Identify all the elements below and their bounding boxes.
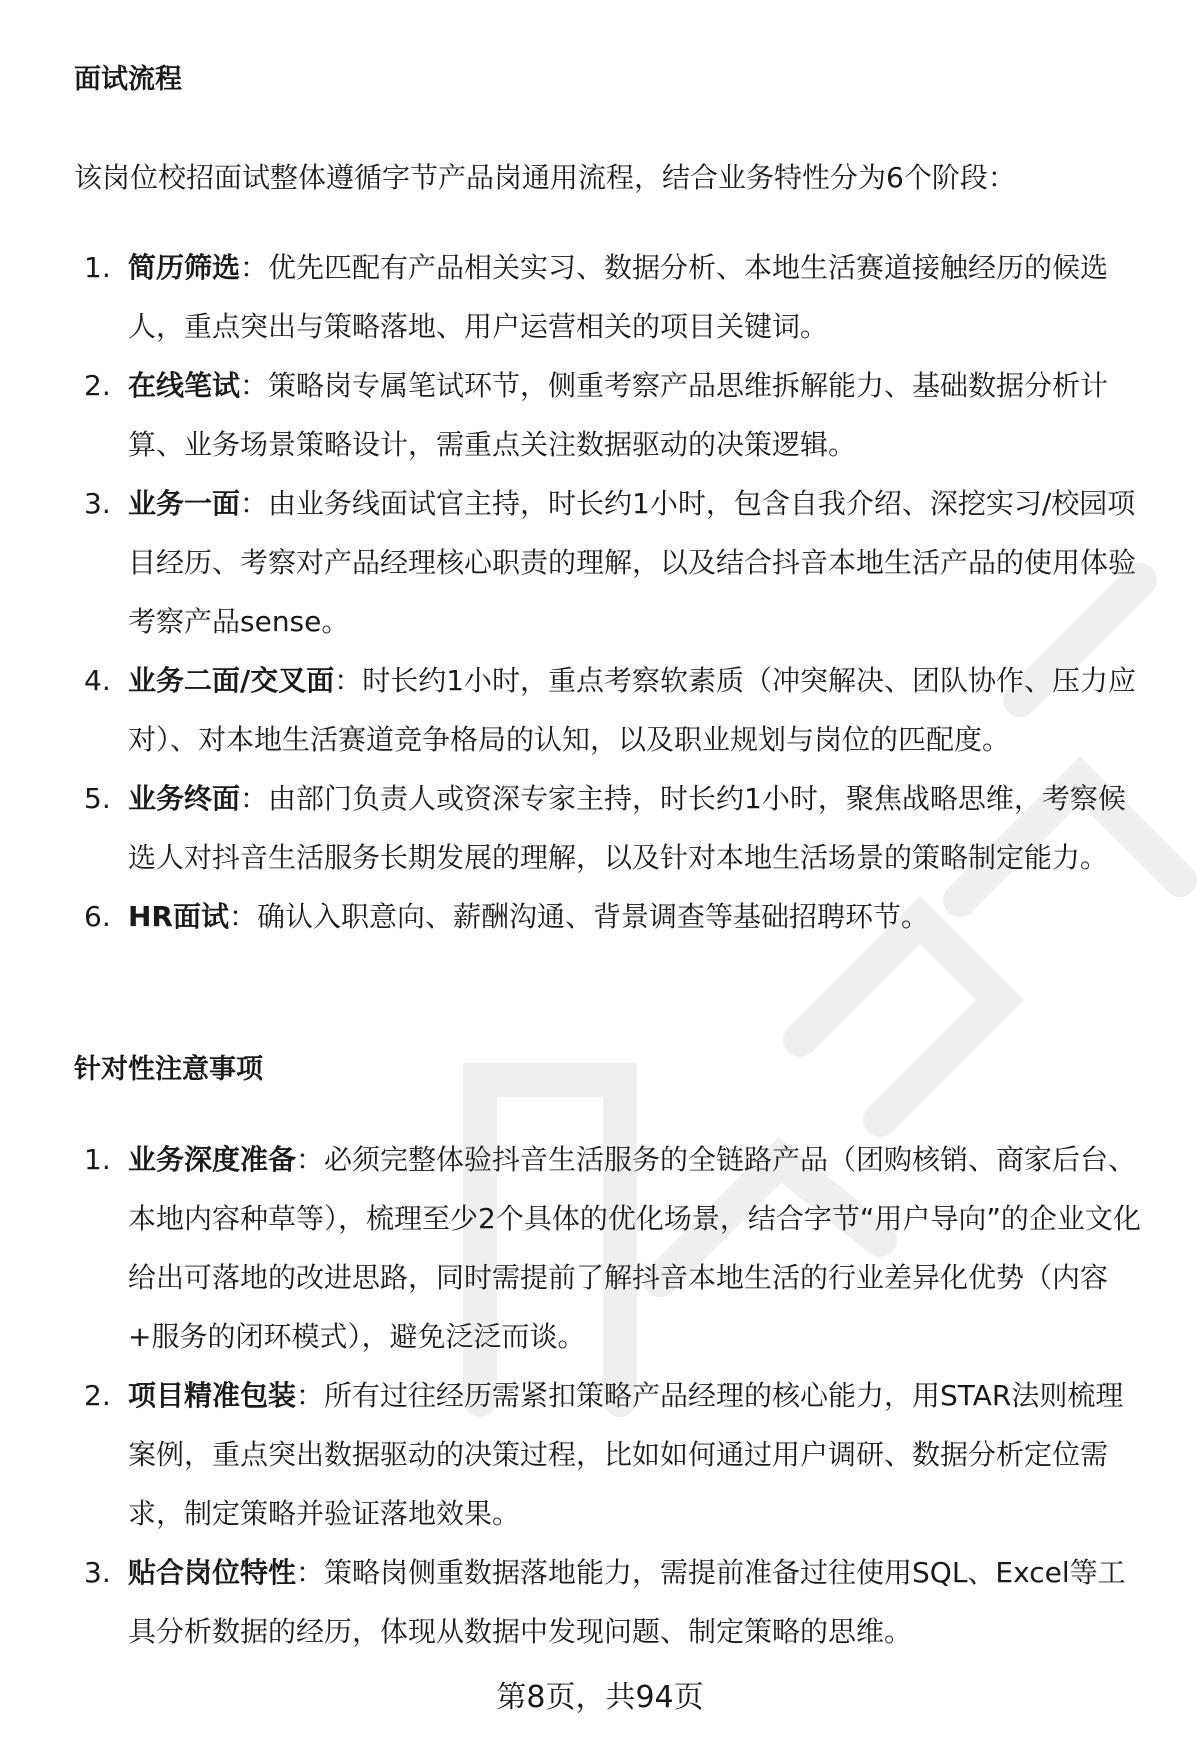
item-label: 业务深度准备 — [128, 1143, 297, 1176]
list-item — [0, 887, 1144, 946]
list-item — [0, 651, 1144, 769]
list-item — [0, 1543, 1144, 1661]
list-number: 3. — [84, 487, 111, 520]
item-label: 业务二面/交叉面 — [128, 664, 335, 697]
list-number: 2. — [84, 1379, 111, 1412]
list-number: 4. — [84, 664, 111, 697]
list-item — [0, 769, 1144, 887]
list-item — [0, 238, 1144, 356]
item-label: 业务一面 — [128, 487, 241, 520]
notes-list — [0, 1130, 1144, 1661]
intro-paragraph: 该岗位校招面试整体遵循字节产品岗通用流程，结合业务特性分为6个阶段： — [74, 161, 1016, 194]
item-label: 在线笔试 — [128, 369, 241, 402]
item-text: ：时长约1小时，重点考察软素质（冲突解决、团队协作、压力应对）、对本地生活赛道竞争格局的认知，以及职业规划与岗位的匹配度。 — [128, 664, 1137, 756]
list-number: 1. — [84, 251, 111, 284]
page-number-footer: 第8页，共94页 — [496, 1680, 704, 1715]
list-item — [0, 356, 1144, 474]
list-number: 5. — [84, 782, 111, 815]
item-text: ：确认入职意向、薪酬沟通、背景调查等基础招聘环节。 — [229, 900, 930, 933]
list-number: 1. — [84, 1143, 111, 1176]
item-label: HR面试 — [128, 900, 229, 933]
list-item — [0, 474, 1144, 651]
list-item — [0, 1130, 1144, 1366]
item-label: 项目精准包装 — [128, 1379, 297, 1412]
item-text: ：由部门负责人或资深专家主持，时长约1小时，聚焦战略思维，考察候选人对抖音生活服务长期发展的理解，以及针对本地生活场景的策略制定能力。 — [128, 782, 1126, 874]
item-label: 业务终面 — [128, 782, 241, 815]
item-text: ：必须完整体验抖音生活服务的全链路产品（团购核销、商家后台、本地内容种草等），梳理至少2个具体的优化场景，结合字节“用户导向”的企业文化给出可落地的改进思路，同时需提前了解抖音本地生活的行业差异化优势（内容+服务的闭环模式），避免泛泛而谈。 — [128, 1143, 1141, 1353]
item-text: ：由业务线面试官主持，时长约1小时，包含自我介绍、深挖实习/校园项目经历、考察对产品经理核心职责的理解，以及结合抖音本地生活产品的使用体验考察产品sense。 — [128, 487, 1137, 638]
section-title-interview-process: 面试流程 — [74, 64, 182, 95]
item-text: ：所有过往经历需紧扣策略产品经理的核心能力，用STAR法则梳理案例，重点突出数据驱动的决策过程，比如如何通过用户调研、数据分析定位需求，制定策略并验证落地效果。 — [128, 1379, 1124, 1530]
list-number: 2. — [84, 369, 111, 402]
item-text: ：优先匹配有产品相关实习、数据分析、本地生活赛道接触经历的候选人，重点突出与策略落地、用户运营相关的项目关键词。 — [128, 251, 1109, 343]
interview-stage-list — [0, 238, 1144, 946]
list-number: 6. — [84, 900, 111, 933]
list-number: 3. — [84, 1556, 111, 1589]
item-text: ：策略岗专属笔试环节，侧重考察产品思维拆解能力、基础数据分析计算、业务场景策略设计，需重点关注数据驱动的决策逻辑。 — [128, 369, 1109, 461]
list-item — [0, 1366, 1144, 1543]
item-label: 贴合岗位特性 — [128, 1556, 297, 1589]
item-label: 简历筛选 — [128, 251, 241, 284]
item-text: ：策略岗侧重数据落地能力，需提前准备过往使用SQL、Excel等工具分析数据的经历，体现从数据中发现问题、制定策略的思维。 — [128, 1556, 1126, 1648]
section-title-notes: 针对性注意事项 — [74, 1054, 263, 1085]
